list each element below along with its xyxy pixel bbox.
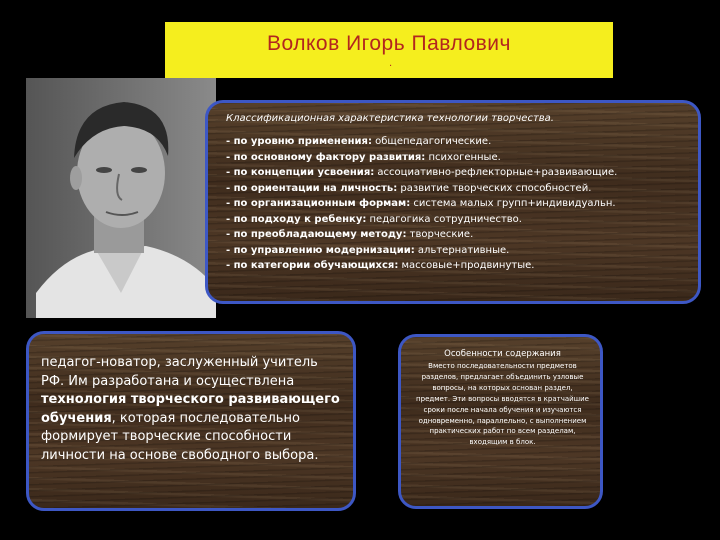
classification-list <box>226 134 686 274</box>
list-item: - по уровню применения: общепедагогические. <box>226 136 492 147</box>
list-item: - по основному фактору развития: психогенные. <box>226 151 501 163</box>
list-item: - по организационным формам: система малых групп+индивидуальн. <box>226 198 616 209</box>
title-banner <box>165 22 613 78</box>
portrait-image <box>26 78 216 318</box>
title-mark: . <box>389 57 393 69</box>
features-card <box>398 334 603 509</box>
classification-card <box>205 100 701 304</box>
classification-heading: Классификационная характеристика технологии творчества. <box>226 113 554 124</box>
page-title: Волков Игорь Павлович <box>267 32 511 55</box>
list-item: - по ориентации на личность: развитие творческих способностей. <box>226 182 592 194</box>
bio-text: педагог-новатор, заслуженный учитель РФ. Им разработана и осуществлена технология творческого развивающего обучения, которая последовательно формирует творческие способности личности на основе свободного выбора. <box>41 355 340 463</box>
features-text: Вместо последовательности предметов разделов, предлагает объединить узловые вопросы, на которых основан раздел, предмет. Эти вопросы вводятся в кратчайшие сроки после начала обучения и изучаются одновременно, параллельно, с выполнением практических работ по всем разделам, входящим в блок. <box>416 362 589 447</box>
list-item: - по категории обучающихся: массовые+продвинутые. <box>226 260 535 271</box>
bio-card <box>26 331 356 511</box>
portrait-photo <box>26 78 216 318</box>
list-item: - по концепции усвоения: ассоциативно-рефлекторные+развивающие. <box>226 167 618 178</box>
technology-name: технология творческого развивающего обучения <box>41 392 340 426</box>
list-item: - по управлению модернизации: альтернативные. <box>226 244 510 256</box>
list-item: - по преобладающему методу: творческие. <box>226 229 474 240</box>
features-heading: Особенности содержания <box>444 349 561 359</box>
list-item: - по подходу к ребенку: педагогика сотрудничество. <box>226 213 522 225</box>
